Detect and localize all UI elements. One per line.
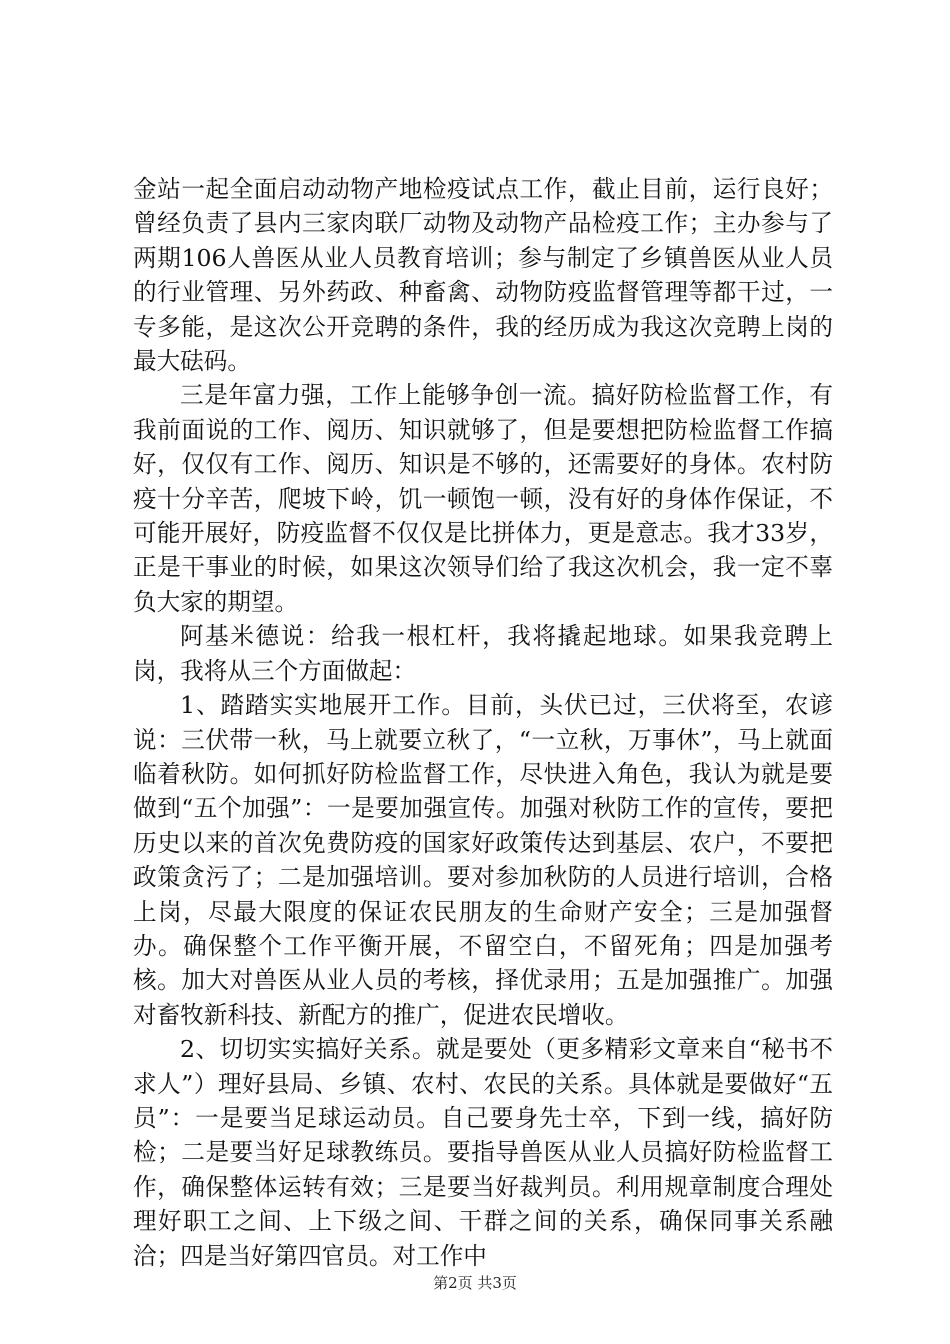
document-body xyxy=(133,172,833,1273)
paragraph-4: 1、踏踏实实地展开工作。目前，头伏已过，三伏将至，农谚说：三伏带一秋，马上就要立秋了，“一立秋，万事休”，马上就面临着秋防。如何抓好防检监督工作，尽快进入角色，我认为就是要做到“五个加强”：一是要加强宣传。加强对秋防工作的宣传，要把历史以来的首次免费防疫的国家好政策传达到基层、农户，不要把政策贪污了；二是加强培训。要对参加秋防的人员进行培训，合格上岗，尽最大限度的保证农民朋友的生命财产安全；三是加强督办。确保整个工作平衡开展，不留空白，不留死角；四是加强考核。加大对兽医从业人员的考核，择优录用；五是加强推广。加强对畜牧新科技、新配方的推广，促进农民增收。 xyxy=(133,691,833,1029)
paragraph-1: 金站一起全面启动动物产地检疫试点工作，截止目前，运行良好；曾经负责了县内三家肉联厂动物及动物产品检疫工作；主办参与了两期106人兽医从业人员教育培训；参与制定了乡镇兽医从业人员的行业管理、另外药政、种畜禽、动物防疫监督管理等都干过，一专多能，是这次公开竞聘的条件，我的经历成为我这次竞聘上岗的最大砝码。 xyxy=(133,175,833,376)
paragraph-3: 阿基米德说：给我一根杠杆，我将撬起地球。如果我竞聘上岗，我将从三个方面做起： xyxy=(133,622,833,685)
paragraph-2: 三是年富力强，工作上能够争创一流。搞好防检监督工作，有我前面说的工作、阅历、知识就够了，但是要想把防检监督工作搞好，仅仅有工作、阅历、知识是不够的，还需要好的身体。农村防疫十分辛苦，爬坡下岭，饥一顿饱一顿，没有好的身体作保证，不可能开展好，防疫监督不仅仅是比拼体力，更是意志。我才33岁，正是干事业的时候，如果这次领导们给了我这次机会，我一定不辜负大家的期望。 xyxy=(133,381,833,616)
paragraph-5: 2、切切实实搞好关系。就是要处（更多精彩文章来自“秘书不求人”）理好县局、乡镇、农村、农民的关系。具体就是要做好“五员”：一是要当足球运动员。自己要身先士卒，下到一线，搞好防检；二是要当好足球教练员。要指导兽医从业人员搞好防检监督工作，确保整体运转有效；三是要当好裁判员。利用规章制度合理处理好职工之间、上下级之间、干群之间的关系，确保同事关系融洽；四是当好第四官员。对工作中 xyxy=(133,1035,833,1270)
page-number-footer: 第2页 共3页 xyxy=(433,1274,517,1292)
